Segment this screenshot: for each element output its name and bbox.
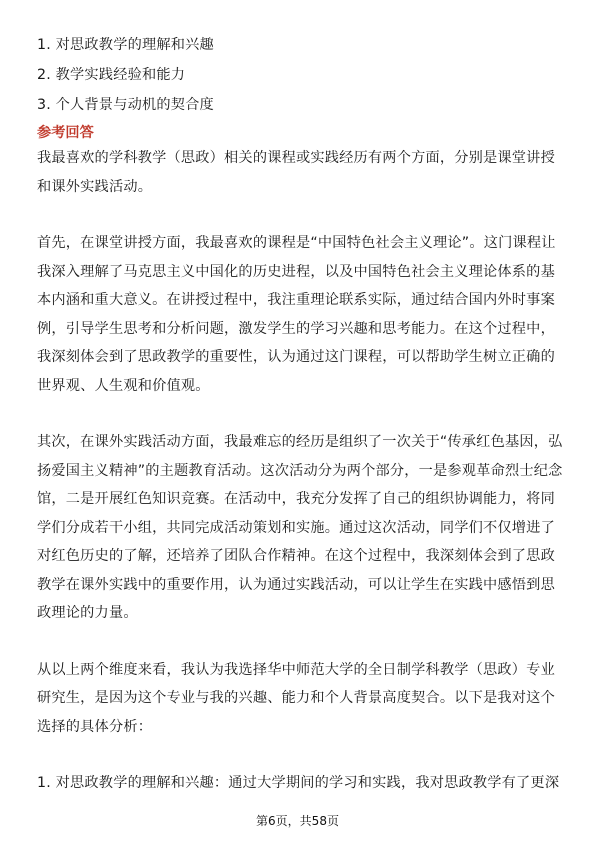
text-line: 例，引导学生思考和分析问题，激发学生的学习兴趣和思考能力。在这个过程中， (37, 320, 555, 337)
text-line: 对红色历史的了解，还培养了团队合作精神。在这个过程中，我深刻体会到了思政 (37, 548, 555, 564)
text-line: 馆，二是开展红色知识竞赛。在活动中，我充分发挥了自己的组织协调能力，将同 (37, 491, 555, 507)
paragraph-practice (37, 428, 561, 628)
text-line: 扬爱国主义精神”的主题教育活动。这次活动分为两个部分，一是参观革命烈士纪念 (37, 462, 563, 479)
text-line: 首先，在课堂讲授方面，我最喜欢的课程是“中国特色社会主义理论”。这门课程让 (37, 235, 556, 251)
text-line: 和课外实践活动。 (37, 178, 153, 195)
text-line: 研究生，是因为这个专业与我的兴趣、能力和个人背景高度契合。以下是我对这个 (37, 690, 555, 706)
text-line: 其次，在课外实践活动方面，我最难忘的经历是组织了一次关于“传承红色基因，弘 (37, 434, 563, 450)
paragraph-spacer (37, 628, 561, 656)
text-line: 世界观、人生观和价值观。 (37, 377, 210, 394)
paragraph-intro (37, 144, 561, 201)
page-content (37, 30, 561, 798)
text-line: 政理论的力量。 (37, 605, 138, 621)
paragraph-spacer (37, 201, 561, 229)
criteria-item: 2. 教学实践经验和能力 (37, 67, 186, 83)
text-line: 教学在课外实践中的重要作用，认为通过实践活动，可以让学生在实践中感悟到思 (37, 576, 555, 593)
paragraph-spacer (37, 400, 561, 428)
answer-heading: 参考回答 (37, 125, 94, 141)
criteria-list (37, 30, 561, 120)
criteria-item: 1. 对思政教学的理解和兴趣 (37, 37, 214, 53)
paragraph-summary (37, 656, 561, 742)
text-line: 本内涵和重大意义。在讲授过程中，我注重理论联系实际，通过结合国内外时事案 (37, 292, 555, 308)
text-line: 我深入理解了马克思主义中国化的历史进程，以及中国特色社会主义理论体系的基 (37, 263, 555, 280)
text-line: 1. 对思政教学的理解和兴趣：通过大学期间的学习和实践，我对思政教学有了更深 (37, 775, 560, 791)
page-footer: 第6页，共58页 (256, 814, 339, 828)
paragraph-spacer (37, 741, 561, 769)
text-line: 我最喜欢的学科教学（思政）相关的课程或实践经历有两个方面，分别是课堂讲授 (37, 150, 555, 166)
text-line: 学们分成若干小组，共同完成活动策划和实施。通过这次活动，同学们不仅增进了 (37, 519, 555, 536)
paragraph-classroom (37, 229, 561, 400)
text-line: 选择的具体分析： (37, 718, 153, 735)
text-line: 我深刻体会到了思政教学的重要性，认为通过这门课程，可以帮助学生树立正确的 (37, 349, 555, 365)
text-line: 从以上两个维度来看，我认为我选择华中师范大学的全日制学科教学（思政）专业 (37, 661, 555, 678)
criteria-item: 3. 个人背景与动机的契合度 (37, 97, 214, 113)
paragraph-analysis (37, 769, 561, 798)
